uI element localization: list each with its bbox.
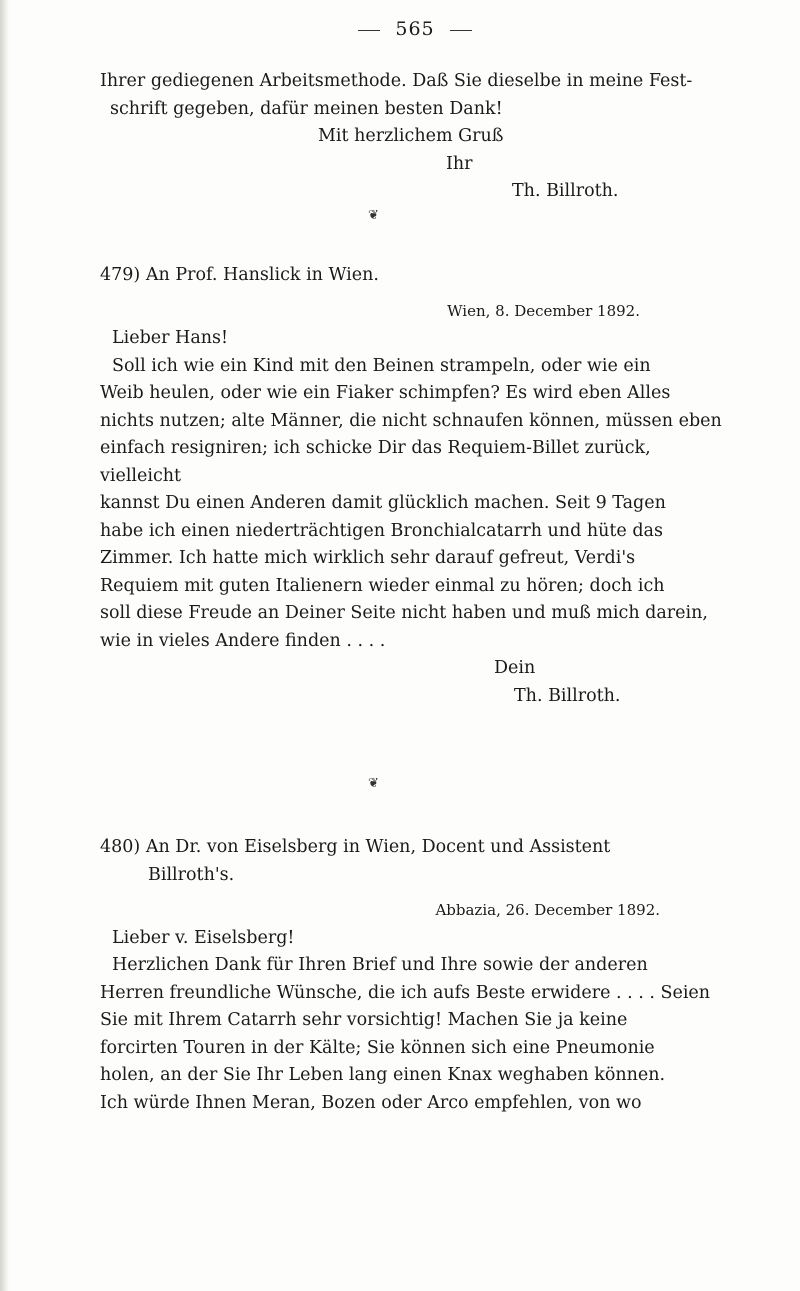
- text-line: Sie mit Ihrem Catarrh sehr vorsichtig! Machen Sie ja keine: [100, 1010, 628, 1030]
- dateline: Wien, 8. December 1892.: [447, 301, 640, 320]
- text-line: Ihrer gediegenen Arbeitsmethode. Daß Sie dieselbe in meine Fest-: [100, 71, 693, 91]
- letter-heading: [100, 262, 730, 290]
- fleuron-ornament: ❦: [368, 776, 379, 791]
- dateline: Abbazia, 26. December 1892.: [435, 901, 660, 919]
- text-line: Zimmer. Ich hatte mich wirklich sehr darauf gefreut, Verdi's: [100, 548, 636, 568]
- letter-479: [100, 262, 730, 710]
- text-line: habe ich einen niederträchtigen Bronchialcatarrh und hüte das: [100, 520, 663, 541]
- text-line: Herren freundliche Wünsche, die ich aufs Beste erwidere . . . . Seien: [100, 982, 711, 1003]
- page-gutter-shadow: [0, 0, 9, 1291]
- letter-478-continuation: [100, 68, 730, 206]
- text-line: forcirten Touren in der Kälte; Sie können sich eine Pneumonie: [100, 1037, 655, 1058]
- signature: Th. Billroth.: [512, 181, 619, 201]
- text-line: Requiem mit guten Italienern wieder einmal zu hören; doch ich: [100, 575, 665, 596]
- text-line: soll diese Freude an Deiner Seite nicht haben und muß mich darein,: [100, 603, 708, 623]
- text-line: einfach resigniren; ich schicke Dir das Requiem-Billet zurück, vielleicht: [100, 438, 651, 486]
- closing-line: Mit herzlichem Gruß: [318, 126, 504, 146]
- text-line: schrift gegeben, dafür meinen besten Dank!: [110, 98, 503, 119]
- letter-heading: [100, 834, 730, 862]
- letter-recipient: Prof. Hanslick in Wien.: [175, 265, 379, 285]
- header-dash-left: [358, 30, 380, 31]
- signature: Th. Billroth.: [514, 685, 621, 706]
- text-line: nichts nutzen; alte Männer, die nicht schnaufen können, müssen eben: [100, 410, 722, 431]
- letter-recipient: An Dr. von Eiselsberg in Wien, Docent und Assistent: [145, 837, 611, 857]
- closing-pronoun: Ihr: [446, 153, 473, 174]
- letter-number: 479): [100, 265, 141, 285]
- text-line: Weib heulen, oder wie ein Fiaker schimpfen? Es wird eben Alles: [100, 383, 671, 403]
- fleuron-ornament: ❦: [368, 208, 379, 223]
- text-line: holen, an der Sie Ihr Leben lang einen Knax weghaben können.: [100, 1065, 666, 1085]
- text-line: wie in vieles Andere finden . . . .: [100, 630, 386, 651]
- page-header: [100, 18, 730, 40]
- salutation: Lieber Hans!: [112, 328, 229, 348]
- page-number: 565: [395, 18, 435, 40]
- heading-prefix: An: [145, 265, 170, 285]
- letter-480: [100, 834, 730, 1117]
- letter-number: 480): [100, 837, 141, 857]
- letter-recipient-cont: Billroth's.: [148, 864, 235, 885]
- text-line: Soll ich wie ein Kind mit den Beinen strampeln, oder wie ein: [112, 355, 651, 376]
- text-line: Herzlichen Dank für Ihren Brief und Ihre sowie der anderen: [112, 955, 648, 975]
- closing-line: Dein: [494, 658, 536, 678]
- text-line: kannst Du einen Anderen damit glücklich machen. Seit 9 Tagen: [100, 493, 666, 513]
- header-dash-right: [450, 30, 472, 31]
- text-line: Ich würde Ihnen Meran, Bozen oder Arco empfehlen, von wo: [100, 1092, 642, 1113]
- salutation: Lieber v. Eiselsberg!: [112, 927, 295, 948]
